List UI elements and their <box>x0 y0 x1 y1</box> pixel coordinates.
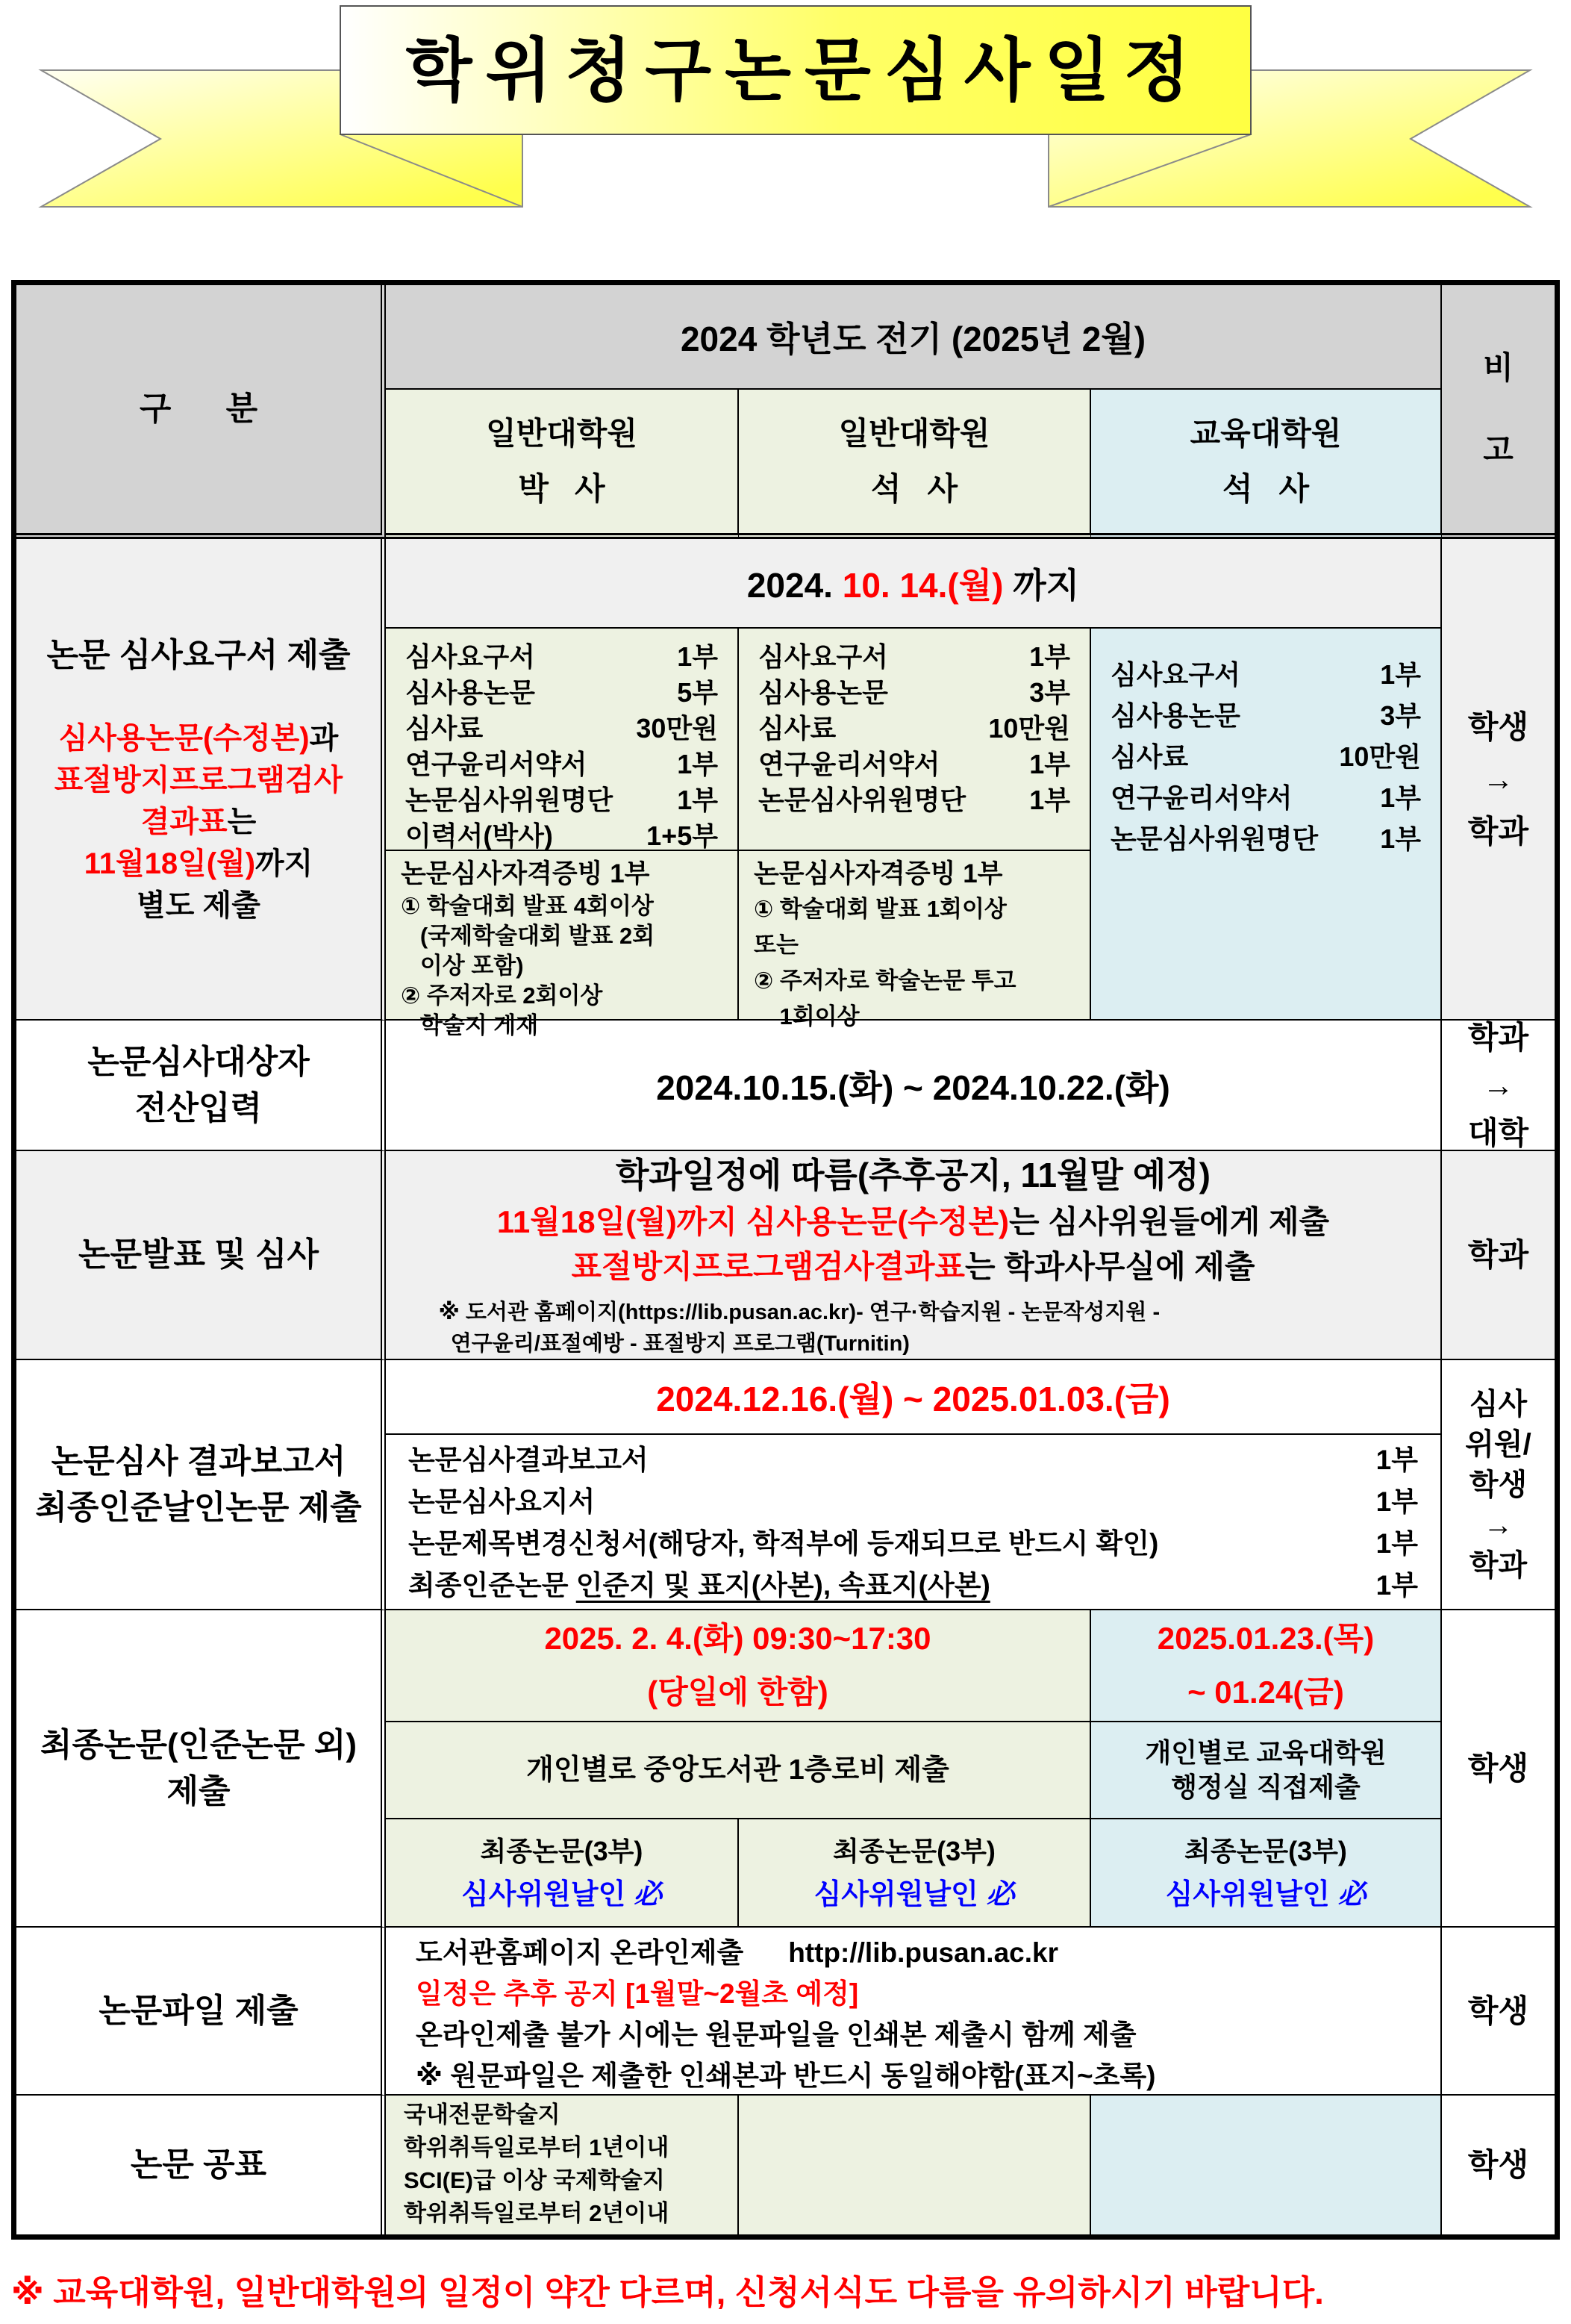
row-entry-period-cell <box>386 1021 1442 1151</box>
row-final-education-copies-cell: 최종논문(3부) 심사위원날인 必 <box>1091 1819 1442 1928</box>
row-review-note-cell: 학과 <box>1442 1151 1555 1360</box>
review-schedule: 학과일정에 따름(추후공지, 11월말 예정) <box>616 1156 1211 1194</box>
row-publish-doctoral-cell: 국내전문학술지 학위취득일로부터 1년이내 SCI(E)급 이상 국제학술지 학위취득일로부터 2년이내 <box>386 2096 739 2234</box>
education-doc-list: 심사요구서 1부 심사용논문 3부 심사료 10만원 연구윤리서약서 1부 논문심사위원명단 1부 <box>1111 659 1421 854</box>
row-final-masters-copies-cell: 최종논문(3부) 심사위원날인 必 <box>739 1819 1091 1928</box>
row-submission-label: 논문 심사요구서 제출 <box>46 636 351 673</box>
row-file-label-cell: 논문파일 제출 <box>16 1928 386 2096</box>
row-publish-label-cell: 논문 공표 <box>16 2096 386 2234</box>
arrow-icon: → <box>1482 761 1514 797</box>
note-from: 학과 <box>1467 1019 1529 1055</box>
arrow-icon: → <box>1483 1508 1514 1542</box>
report-doc-list: 논문심사결과보고서 1부 논문심사요지서 1부 논문제목변경신청서(해당자, 학적부에 등재되므로 반드시 확인) 1부 최종인준논문 인준지 및 표지(사본), 속표지(사본) 1부 <box>408 1445 1418 1601</box>
row-submission-education-docs-cell <box>1091 629 1442 1021</box>
row-report-label-cell: 논문심사 결과보고서 최종인준날인논문 제출 <box>16 1360 386 1610</box>
header-term-label: 2024 학년도 전기 (2025년 2월) <box>680 320 1146 358</box>
header-masters-degree: 석 사 <box>870 471 958 506</box>
header-education-school: 교육대학원 <box>1190 416 1342 451</box>
note-from: 학생 <box>1467 708 1529 744</box>
header-term-cell <box>386 285 1442 390</box>
row-review-label-cell: 논문발표 및 심사 <box>16 1151 386 1360</box>
row-submission-label-cell <box>16 539 386 1021</box>
row-publish-education-cell <box>1091 2096 1442 2234</box>
header-masters-school: 일반대학원 <box>838 416 990 451</box>
arrow-icon: → <box>1482 1067 1514 1103</box>
row-submission-doctoral-docs-cell <box>386 629 739 851</box>
row-submission-sidenote: 심사용논문(수정본)과 표절방지프로그램검사 결과표는 11월18일(월)까지 별도 제출 <box>54 721 343 922</box>
review-submit-line2: 표절방지프로그램검사결과표는 학과사무실에 제출 <box>571 1249 1255 1284</box>
masters-doc-list: 심사요구서 1부 심사용논문 3부 심사료 10만원 연구윤리서약서 1부 논문심사위원명단 1부 <box>758 641 1070 815</box>
doctoral-qualification: 논문심사자격증빙 1부 ① 학술대회 발표 4회이상 (국제학술대회 발표 2회 이상 포함) ② 주저자로 2회이상 학술지 게재 <box>401 859 655 1038</box>
footer-warning: ※ 교육대학원, 일반대학원의 일정이 약간 다르며, 신청서식도 다름을 유의하시기 바랍니다. <box>11 2273 1324 2311</box>
row-submission-note-cell <box>1442 539 1555 1021</box>
row-submission-deadline: 2024. 10. 14.(월) 까지 <box>746 566 1080 605</box>
row-final-education-location-cell: 개인별로 교육대학원 행정실 직접제출 <box>1091 1722 1442 1819</box>
schedule-table <box>11 280 1560 2240</box>
note-to: 학과 <box>1467 813 1529 849</box>
report-period: 2024.12.16.(월) ~ 2025.01.03.(금) <box>656 1380 1170 1418</box>
entry-period: 2024.10.15.(화) ~ 2024.10.22.(화) <box>656 1068 1170 1107</box>
row-report-list-cell <box>386 1435 1442 1610</box>
review-library-note: ※ 도서관 홈페이지(https://lib.pusan.ac.kr)- 연구·학습지원 - 논문작성지원 - 연구윤리/표절예방 - 표절방지 프로그램(Turnitin) <box>438 1300 1161 1356</box>
file-online-line: 도서관홈페이지 온라인제출 http://lib.pusan.ac.kr <box>416 1937 1059 1968</box>
header-note-cell <box>1442 285 1555 539</box>
review-submit-line1: 11월18일(월)까지 심사용논문(수정본)는 심사위원들에게 제출 <box>496 1204 1330 1239</box>
row-file-content-cell: 도서관홈페이지 온라인제출 http://lib.pusan.ac.kr 일정은 추후 공지 [1월말~2월초 예정] 온라인제출 불가 시에는 원문파일을 인쇄본 제출시 함께 제출 ※ 원문파일은 제출한 인쇄본과 반드시 동일해야함(표지~초록) <box>386 1928 1442 2096</box>
header-category-label: 구 분 <box>139 390 258 427</box>
row-file-note-cell: 학생 <box>1442 1928 1555 2096</box>
header-masters-cell <box>739 390 1091 539</box>
row-submission-doctoral-qual-cell <box>386 851 739 1038</box>
title-ribbon-banner <box>0 0 1571 269</box>
header-doctoral-school: 일반대학원 <box>486 416 637 451</box>
row-submission-masters-docs-cell <box>739 629 1091 851</box>
row-final-general-location-cell: 개인별로 중앙도서관 1층로비 제출 <box>386 1722 1091 1819</box>
header-category-cell <box>16 285 386 539</box>
row-final-general-date-cell: 2025. 2. 4.(화) 09:30~17:30 (당일에 한함) <box>386 1610 1091 1722</box>
library-url: http://lib.pusan.ac.kr <box>788 1937 1059 1968</box>
header-education-cell <box>1091 390 1442 539</box>
masters-qualification: 논문심사자격증빙 1부 ① 학술대회 발표 1회이상 또는 ② 주저자로 학술논문 투고 1회이상 <box>754 859 1016 1029</box>
row-submission-deadline-cell <box>386 539 1442 629</box>
row-final-label-cell: 최종논문(인준논문 외) 제출 <box>16 1610 386 1928</box>
header-note-line1: 비 <box>1483 350 1514 385</box>
header-doctoral-cell <box>386 390 739 539</box>
row-review-content-cell <box>386 1151 1442 1360</box>
row-publish-masters-cell <box>739 2096 1091 2234</box>
row-final-education-date-cell: 2025.01.23.(목) ~ 01.24(금) <box>1091 1610 1442 1722</box>
row-submission-masters-qual-cell <box>739 851 1091 1029</box>
row-report-note-cell: 심사 위원/ 학생 → 학과 <box>1442 1360 1555 1610</box>
row-publish-note-cell: 학생 <box>1467 2147 1529 2182</box>
row-entry-label-cell: 논문심사대상자 전산입력 <box>16 1021 386 1151</box>
header-education-degree: 석 사 <box>1222 471 1310 506</box>
page-title: 학위청구논문심사일정 <box>405 33 1204 109</box>
row-report-period-cell <box>386 1360 1442 1435</box>
row-final-doctoral-copies-cell: 최종논문(3부) 심사위원날인 必 <box>386 1819 739 1928</box>
header-doctoral-degree: 박 사 <box>518 471 605 506</box>
row-entry-note-cell <box>1442 1021 1555 1151</box>
doctoral-doc-list: 심사요구서 1부 심사용논문 5부 심사료 30만원 연구윤리서약서 1부 논문심사위원명단 1부 이력서(박사) 1+5부 <box>405 641 718 851</box>
row-final-note-cell: 학생 <box>1442 1610 1555 1928</box>
note-to: 대학 <box>1467 1115 1529 1150</box>
header-note-line2: 고 <box>1483 432 1514 467</box>
